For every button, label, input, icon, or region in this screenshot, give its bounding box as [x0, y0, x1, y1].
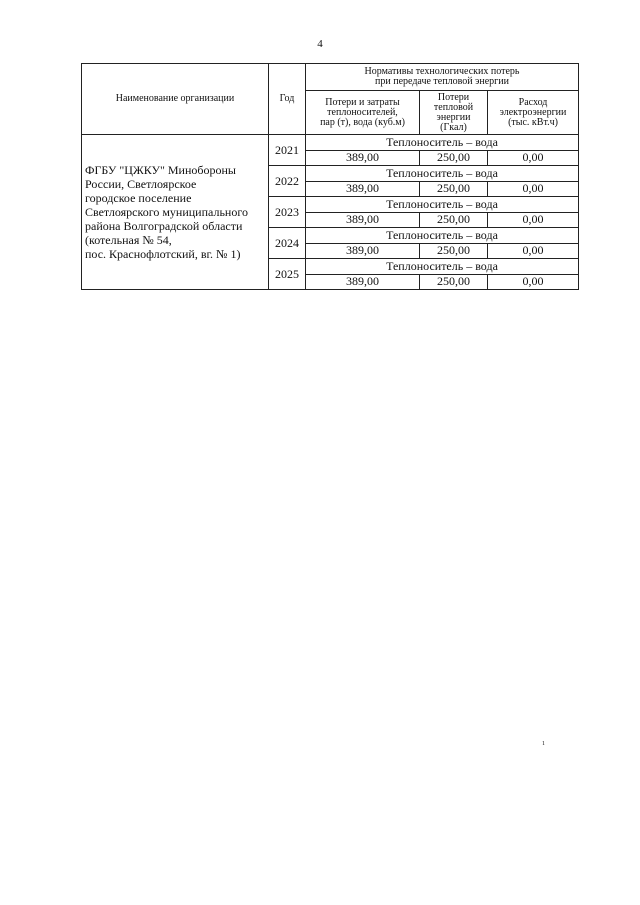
- year-cell: 2022: [269, 166, 306, 197]
- header-norms-group: [306, 64, 579, 91]
- year-cell: 2023: [269, 197, 306, 228]
- header-losses-line1: Потери и затраты: [325, 96, 400, 108]
- organization-line: (котельная № 54,: [85, 233, 172, 247]
- organization-cell: [82, 135, 269, 290]
- organization-line: городское поселение: [85, 191, 192, 205]
- header-row-top: [82, 64, 579, 91]
- carrier-cell: Теплоноситель – вода: [306, 135, 579, 151]
- header-power-line3: (тыс. кВт.ч): [508, 116, 558, 128]
- table-row: [82, 135, 579, 151]
- losses-cell: 389,00: [306, 243, 420, 259]
- carrier-cell: Теплоноситель – вода: [306, 197, 579, 213]
- header-norms-line2: при передаче тепловой энергии: [375, 76, 509, 87]
- carrier-cell: Теплоноситель – вода: [306, 228, 579, 244]
- heat-cell: 250,00: [420, 212, 488, 228]
- power-cell: 0,00: [488, 243, 579, 259]
- power-cell: 0,00: [488, 274, 579, 290]
- heat-cell: 250,00: [420, 274, 488, 290]
- organization-line: России, Светлоярское: [85, 177, 197, 191]
- header-heat: [420, 91, 488, 135]
- heat-cell: 250,00: [420, 243, 488, 259]
- losses-cell: 389,00: [306, 150, 420, 166]
- organization-line: ФГБУ "ЦЖКУ" Минобороны: [85, 163, 236, 177]
- norms-table: [81, 63, 579, 290]
- page-number: 4: [317, 38, 323, 50]
- header-losses-line2: теплоносителей,: [327, 106, 398, 118]
- header-losses-line3: пар (т), вода (куб.м): [320, 116, 405, 128]
- heat-cell: 250,00: [420, 150, 488, 166]
- year-cell: 2021: [269, 135, 306, 166]
- losses-cell: 389,00: [306, 181, 420, 197]
- header-heat-line4: (Гкал): [440, 121, 467, 133]
- power-cell: 0,00: [488, 212, 579, 228]
- header-organization: Наименование организации: [82, 64, 269, 135]
- header-power: [488, 91, 579, 135]
- losses-cell: 389,00: [306, 212, 420, 228]
- carrier-cell: Теплоноситель – вода: [306, 166, 579, 182]
- corner-mark: 1: [542, 741, 545, 747]
- header-power-line1: Расход: [518, 96, 548, 108]
- header-norms-line1: Нормативы технологических потерь: [364, 66, 520, 77]
- organization-line: пос. Краснофлотский, вг. № 1): [85, 247, 241, 261]
- power-cell: 0,00: [488, 181, 579, 197]
- header-year: Год: [269, 64, 306, 135]
- carrier-cell: Теплоноситель – вода: [306, 259, 579, 275]
- power-cell: 0,00: [488, 150, 579, 166]
- header-heat-line2: тепловой: [433, 101, 474, 113]
- losses-cell: 389,00: [306, 274, 420, 290]
- header-heat-line1: Потери: [437, 91, 470, 103]
- year-cell: 2024: [269, 228, 306, 259]
- header-heat-line3: энергии: [436, 111, 471, 123]
- header-losses: [306, 91, 420, 135]
- header-power-line2: электроэнергии: [499, 106, 567, 118]
- organization-line: Светлоярского муниципального: [85, 205, 248, 219]
- organization-line: района Волгоградской области: [85, 219, 243, 233]
- heat-cell: 250,00: [420, 181, 488, 197]
- year-cell: 2025: [269, 259, 306, 290]
